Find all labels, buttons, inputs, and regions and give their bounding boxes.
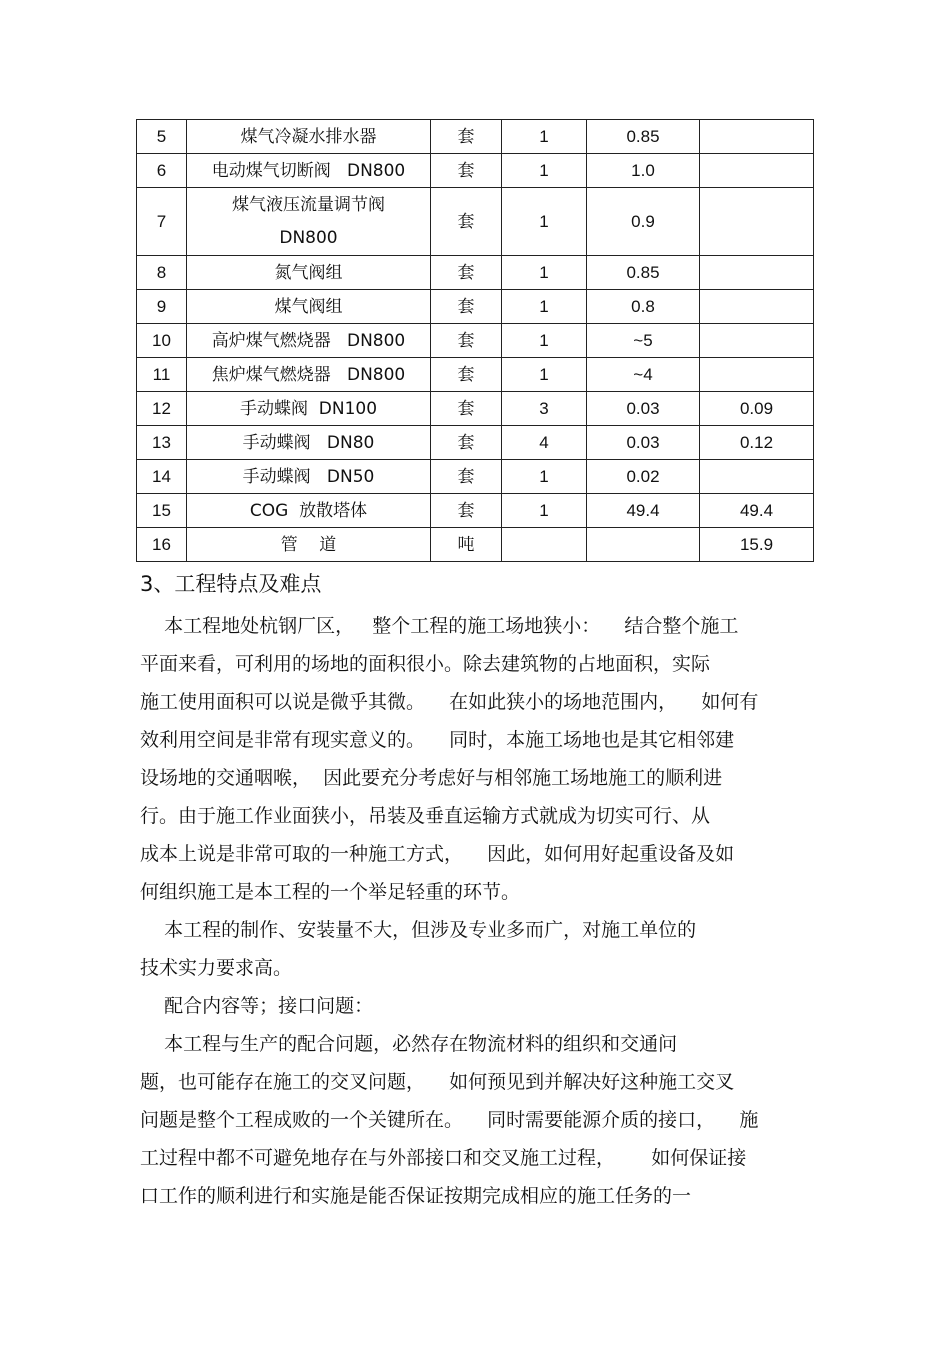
cell-total-weight: [700, 290, 814, 324]
paragraph-coordination-heading: [140, 987, 820, 1025]
text-line: 设场地的交通咽喉， 因此要充分考虑好与相邻施工场地施工的顺利进: [140, 767, 723, 789]
table-row: [137, 358, 814, 392]
text-line: 问题是整个工程成败的一个关键所在。 同时需要能源介质的接口， 施: [140, 1109, 759, 1131]
text-line: 施工使用面积可以说是微乎其微。 在如此狭小的场地范围内， 如何有: [140, 691, 759, 713]
cell-equipment-name: 手动蝶阀 DN100: [187, 392, 431, 426]
cell-unit-weight: 0.8: [587, 290, 700, 324]
cell-total-weight: 0.09: [700, 392, 814, 426]
cell-quantity: 1: [502, 358, 587, 392]
cell-unit-weight: ~4: [587, 358, 700, 392]
text-line: 效利用空间是非常有现实意义的。 同时，本施工场地也是其它相邻建: [140, 729, 735, 751]
cell-total-weight: [700, 460, 814, 494]
table-row: [137, 324, 814, 358]
cell-unit: 套: [431, 392, 502, 426]
cell-quantity: 1: [502, 494, 587, 528]
cell-equipment-name: 管 道: [187, 528, 431, 562]
cell-unit-weight: 49.4: [587, 494, 700, 528]
cell-number: 12: [137, 392, 187, 426]
table-row: [137, 290, 814, 324]
cell-unit: 套: [431, 188, 502, 256]
cell-unit-weight: [587, 528, 700, 562]
equipment-table-body: [137, 120, 814, 562]
cell-equipment-name: 手动蝶阀 DN80: [187, 426, 431, 460]
cell-quantity: 1: [502, 290, 587, 324]
table-row: [137, 494, 814, 528]
table-row: [137, 188, 814, 256]
cell-total-weight: [700, 256, 814, 290]
cell-total-weight: 49.4: [700, 494, 814, 528]
cell-equipment-name: 手动蝶阀 DN50: [187, 460, 431, 494]
cell-total-weight: [700, 154, 814, 188]
paragraph-technical-requirements: [140, 911, 820, 987]
cell-total-weight: [700, 188, 814, 256]
cell-unit: 套: [431, 426, 502, 460]
table-row: [137, 460, 814, 494]
text-line: 口工作的顺利进行和实施是能否保证按期完成相应的施工任务的一: [140, 1185, 692, 1207]
cell-number: 8: [137, 256, 187, 290]
cell-total-weight: [700, 120, 814, 154]
text-line: 本工程与生产的配合问题，必然存在物流材料的组织和交通问: [140, 1033, 678, 1055]
cell-equipment-name: 氮气阀组: [187, 256, 431, 290]
cell-unit-weight: 0.03: [587, 426, 700, 460]
table-row: [137, 426, 814, 460]
cell-total-weight: 0.12: [700, 426, 814, 460]
section-heading: 3、工程特点及难点: [140, 572, 322, 596]
cell-total-weight: [700, 358, 814, 392]
cell-unit: 套: [431, 256, 502, 290]
table-row: [137, 256, 814, 290]
text-line: 工过程中都不可避免地存在与外部接口和交叉施工过程， 如何保证接: [140, 1147, 747, 1169]
text-line: 何组织施工是本工程的一个举足轻重的环节。: [140, 881, 521, 903]
cell-unit-weight: 0.85: [587, 120, 700, 154]
table-row: [137, 392, 814, 426]
cell-equipment-name: 焦炉煤气燃烧器 DN800: [187, 358, 431, 392]
cell-quantity: [502, 528, 587, 562]
cell-quantity: 1: [502, 188, 587, 256]
cell-number: 14: [137, 460, 187, 494]
paragraph-site-constraints: [140, 607, 820, 911]
table-row: [137, 154, 814, 188]
text-line: 行。由于施工作业面狭小，吊装及垂直运输方式就成为切实可行、从: [140, 805, 711, 827]
cell-number: 10: [137, 324, 187, 358]
cell-total-weight: 15.9: [700, 528, 814, 562]
cell-unit: 套: [431, 460, 502, 494]
cell-unit-weight: 0.9: [587, 188, 700, 256]
cell-unit: 套: [431, 154, 502, 188]
cell-unit: 套: [431, 494, 502, 528]
cell-number: 11: [137, 358, 187, 392]
cell-quantity: 1: [502, 324, 587, 358]
table-row: [137, 528, 814, 562]
cell-equipment-name: COG 放散塔体: [187, 494, 431, 528]
cell-unit-weight: 0.02: [587, 460, 700, 494]
equipment-table: [136, 119, 814, 562]
cell-quantity: 3: [502, 392, 587, 426]
cell-quantity: 4: [502, 426, 587, 460]
paragraph-interface-issues: [140, 1025, 820, 1215]
cell-number: 13: [137, 426, 187, 460]
table-row: [137, 120, 814, 154]
cell-unit-weight: ~5: [587, 324, 700, 358]
cell-unit: 套: [431, 290, 502, 324]
cell-number: 5: [137, 120, 187, 154]
cell-equipment-name: 煤气液压流量调节阀 DN800: [187, 188, 431, 256]
text-line: 配合内容等；接口问题：: [140, 995, 374, 1017]
cell-number: 16: [137, 528, 187, 562]
cell-quantity: 1: [502, 154, 587, 188]
cell-number: 15: [137, 494, 187, 528]
cell-equipment-name: 煤气阀组: [187, 290, 431, 324]
text-line: 题，也可能存在施工的交叉问题， 如何预见到并解决好这种施工交叉: [140, 1071, 735, 1093]
cell-total-weight: [700, 324, 814, 358]
cell-unit-weight: 0.03: [587, 392, 700, 426]
cell-quantity: 1: [502, 120, 587, 154]
cell-unit: 吨: [431, 528, 502, 562]
cell-number: 9: [137, 290, 187, 324]
cell-equipment-name: 高炉煤气燃烧器 DN800: [187, 324, 431, 358]
text-line: 技术实力要求高。: [140, 957, 293, 979]
text-line: 成本上说是非常可取的一种施工方式， 因此，如何用好起重设备及如: [140, 843, 735, 865]
cell-unit: 套: [431, 324, 502, 358]
cell-unit-weight: 1.0: [587, 154, 700, 188]
cell-equipment-name: 电动煤气切断阀 DN800: [187, 154, 431, 188]
cell-equipment-name: 煤气冷凝水排水器: [187, 120, 431, 154]
text-line: 本工程地处杭钢厂区， 整个工程的施工场地狭小： 结合整个施工: [140, 615, 739, 637]
cell-unit-weight: 0.85: [587, 256, 700, 290]
cell-unit: 套: [431, 358, 502, 392]
cell-number: 6: [137, 154, 187, 188]
cell-unit: 套: [431, 120, 502, 154]
cell-quantity: 1: [502, 256, 587, 290]
cell-number: 7: [137, 188, 187, 256]
text-line: 本工程的制作、安装量不大，但涉及专业多而广，对施工单位的: [140, 919, 697, 941]
text-line: 平面来看，可利用的场地的面积很小。除去建筑物的占地面积，实际: [140, 653, 711, 675]
cell-quantity: 1: [502, 460, 587, 494]
